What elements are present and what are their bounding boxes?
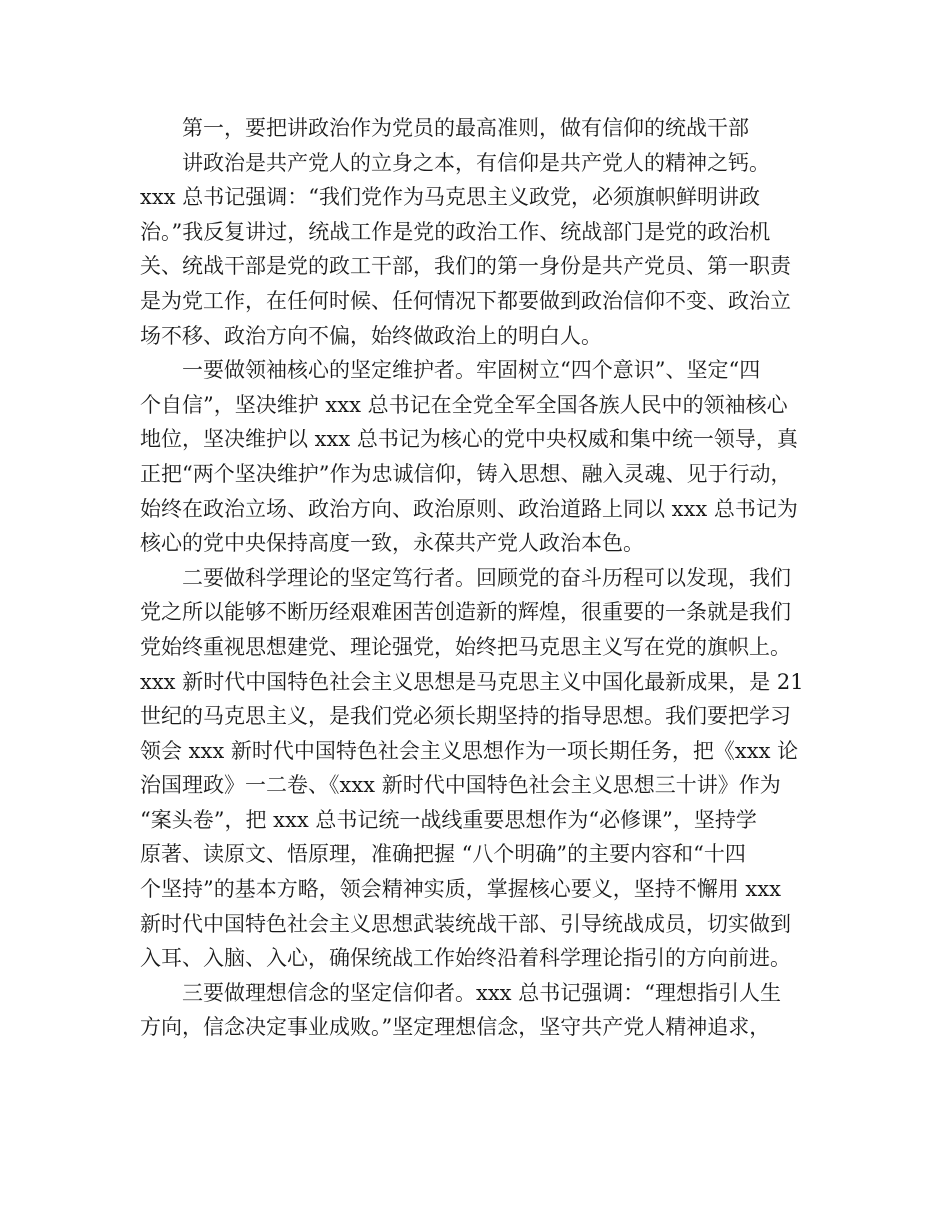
text-line: 地位，坚决维护以 xxx 总书记为核心的党中央权威和集中统一领导，真 (140, 427, 798, 452)
text-line: 领会 xxx 新时代中国特色社会主义思想作为一项长期任务，把《xxx 论 (140, 738, 799, 763)
text-line: 方向，信念决定事业成败。”坚定理想信念，坚守共产党人精神追求， (140, 1015, 771, 1040)
text-line: 党之所以能够不断历经艰难困苦创造新的辉煌，很重要的一条就是我们 (140, 600, 791, 625)
paragraph (140, 146, 820, 354)
text-line: 二要做科学理论的坚定笃行者。回顾党的奋斗历程可以发现，我们 (182, 565, 791, 590)
text-line: 核心的党中央保持高度一致，永葆共产党人政治本色。 (140, 531, 644, 556)
text-line: 世纪的马克思主义，是我们党必须长期坚持的指导思想。我们要把学习 (140, 704, 791, 729)
text-line: 治国理政》一二卷、《xxx 新时代中国特色社会主义思想三十讲》作为 (140, 773, 781, 798)
text-line: 三要做理想信念的坚定信仰者。xxx 总书记强调：“理想指引人生 (182, 980, 781, 1005)
text-line: 入耳、入脑、入心，确保统战工作始终沿着科学理论指引的方向前进。 (140, 946, 791, 971)
text-line: 讲政治是共产党人的立身之本，有信仰是共产党人的精神之钙。 (182, 150, 770, 175)
text-line: 党始终重视思想建党、理论强党，始终把马克思主义写在党的旗帜上。 (140, 634, 791, 659)
text-line: 新时代中国特色社会主义思想武装统战干部、引导统战成员，切实做到 (140, 911, 791, 936)
text-line: “案头卷”，把 xxx 总书记统一战线重要思想作为“必修课”，坚持学 (140, 807, 757, 832)
text-line: 正把“两个坚决维护”作为忠诚信仰，铸入思想、融入灵魂、见于行动， (140, 461, 792, 486)
text-line: 场不移、政治方向不偏，始终做政治上的明白人。 (140, 323, 602, 348)
text-line: xxx 新时代中国特色社会主义思想是马克思主义中国化最新成果，是 21 (140, 669, 804, 694)
text-line: 原著、读原文、悟原理，准确把握 “八个明确”的主要内容和“十四 (140, 842, 746, 867)
paragraph (140, 353, 820, 561)
text-line: 个自信”，坚决维护 xxx 总书记在全党全军全国各族人民中的领袖核心 (140, 392, 788, 417)
document-body (140, 111, 820, 1045)
paragraph (140, 561, 820, 976)
text-line: 一要做领袖核心的坚定维护者。牢固树立“四个意识”、坚定“四 (182, 358, 761, 383)
text-line: 个坚持”的基本方略，领会精神实质，掌握核心要义，坚持不懈用 xxx (140, 877, 781, 902)
section-heading: 第一，要把讲政治作为党员的最高准则，做有信仰的统战干部 (182, 116, 749, 140)
text-line: 关、统战干部是党的政工干部，我们的第一身份是共产党员、第一职责 (140, 254, 791, 279)
paragraph (140, 976, 820, 1045)
text-line: 是为党工作，在任何时候、任何情况下都要做到政治信仰不变、政治立 (140, 288, 791, 313)
text-line: 始终在政治立场、政治方向、政治原则、政治道路上同以 xxx 总书记为 (140, 496, 798, 521)
text-line: 治。”我反复讲过，统战工作是党的政治工作、统战部门是党的政治机 (140, 219, 771, 244)
text-line: xxx 总书记强调：“我们党作为马克思主义政党，必须旗帜鲜明讲政 (140, 185, 760, 210)
